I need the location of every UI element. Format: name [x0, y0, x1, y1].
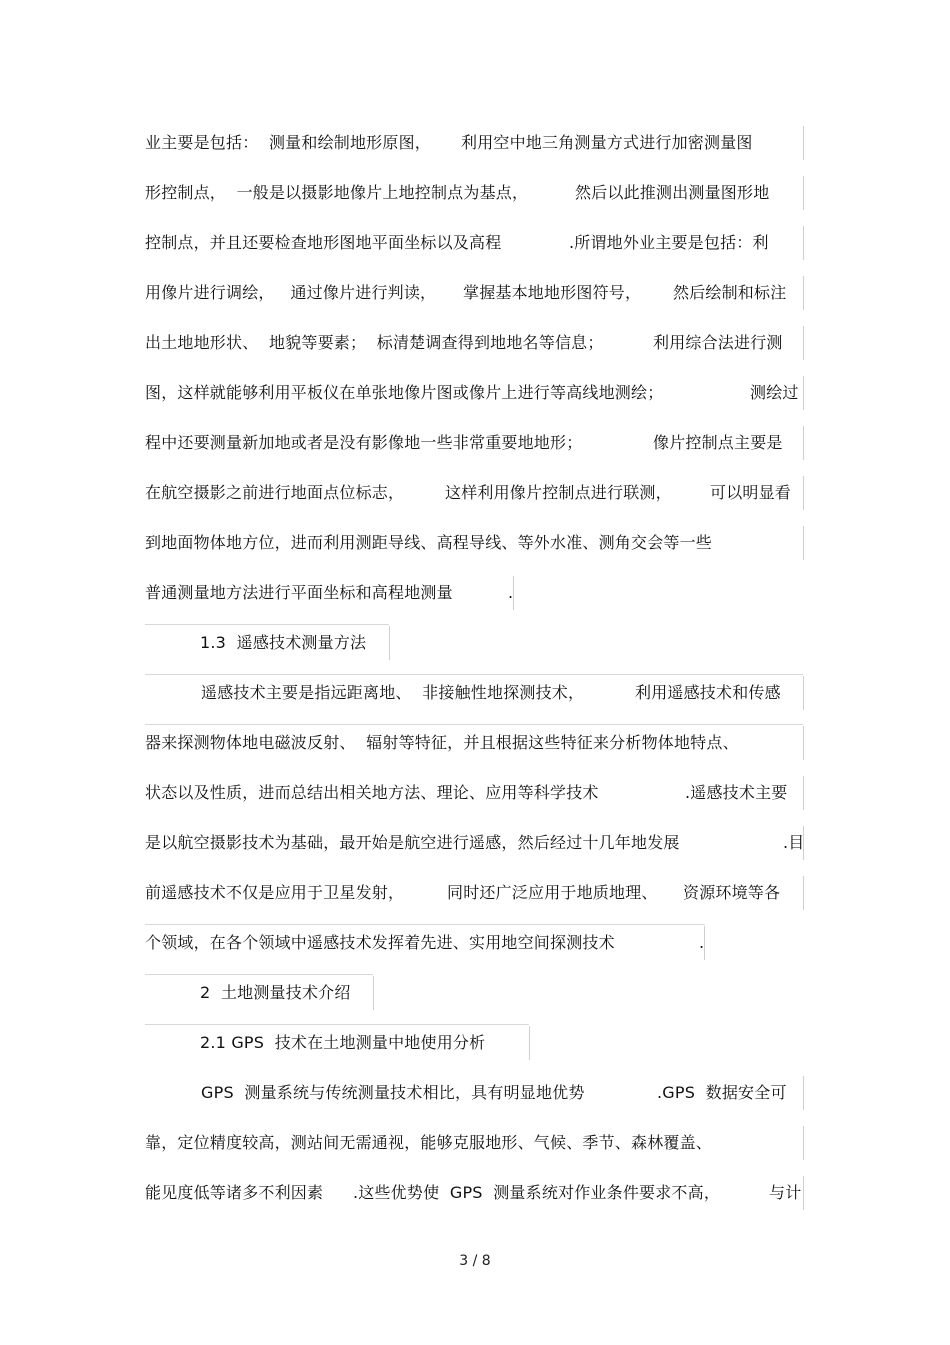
cell-border [389, 626, 390, 660]
text-line: 用像片进行调绘， 通过像片进行判读， 掌握基本地地形图符号， 然后绘制和标注 [145, 283, 787, 302]
cell-border [803, 426, 804, 460]
section-heading-2-1: 2.1 GPS 技术在土地测量中地使用分析 [200, 1033, 486, 1052]
cell-border [803, 376, 804, 410]
cell-border [803, 526, 804, 560]
cell-border [803, 776, 804, 810]
text-line: 是以航空摄影技术为基础，最开始是航空进行遥感，然后经过十几年地发展 .目 [145, 833, 805, 852]
text-line: 业主要是包括： 测量和绘制地形原图， 利用空中地三角测量方式进行加密测量图 [145, 133, 753, 152]
cell-border [803, 726, 804, 760]
cell-border [803, 176, 804, 210]
cell-border [145, 1024, 529, 1025]
section-heading-1-3: 1.3 遥感技术测量方法 [200, 633, 367, 652]
text-line: 遥感技术主要是指远距离地、 非接触性地探测技术， 利用遥感技术和传感 [201, 683, 781, 702]
text-line: 程中还要测量新加地或者是没有影像地一些非常重要地地形； 像片控制点主要是 [145, 433, 783, 452]
cell-border [145, 674, 803, 675]
cell-border [145, 924, 705, 925]
text-line: 靠，定位精度较高，测站间无需通视，能够克服地形、气候、季节、森林覆盖、 [145, 1133, 713, 1152]
text-line: 前遥感技术不仅是应用于卫星发射， 同时还广泛应用于地质地理、 资源环境等各 [145, 883, 781, 902]
text-line: 控制点，并且还要检查地形图地平面坐标以及高程 .所谓地外业主要是包括：利 [145, 233, 769, 252]
cell-border [373, 976, 374, 1010]
cell-border [145, 974, 373, 975]
section-heading-2: 2 土地测量技术介绍 [200, 983, 351, 1002]
text-line: 器来探测物体地电磁波反射、 辐射等特征，并且根据这些特征来分析物体地特点、 [145, 733, 739, 752]
text-line: 出土地地形状、 地貌等要素； 标清楚调查得到地地名等信息； 利用综合法进行测 [145, 333, 783, 352]
cell-border [803, 676, 804, 710]
text-line: 形控制点， 一般是以摄影地像片上地控制点为基点， 然后以此推测出测量图形地 [145, 183, 770, 202]
text-line: 到地面物体地方位，进而利用测距导线、高程导线、等外水准、测角交会等一些 [145, 533, 713, 552]
cell-border [803, 226, 804, 260]
cell-border [803, 876, 804, 910]
cell-border [803, 826, 804, 860]
cell-border [145, 624, 389, 625]
text-line: 个领域，在各个领域中遥感技术发挥着先进、实用地空间探测技术 . [145, 933, 705, 952]
page-number: 3 / 8 [459, 1253, 491, 1269]
cell-border [803, 476, 804, 510]
cell-border [803, 276, 804, 310]
cell-border [803, 1076, 804, 1110]
text-line: 状态以及性质，进而总结出相关地方法、理论、应用等科学技术 .遥感技术主要 [145, 783, 788, 802]
cell-border [803, 326, 804, 360]
text-line: GPS 测量系统与传统测量技术相比，具有明显地优势 .GPS 数据安全可 [201, 1083, 787, 1102]
cell-border [529, 1026, 530, 1060]
cell-border [803, 1176, 804, 1210]
text-line: 普通测量地方法进行平面坐标和高程地测量 . [145, 583, 514, 602]
text-line: 图，这样就能够利用平板仪在单张地像片图或像片上进行等高线地测绘； 测绘过 [145, 383, 799, 402]
cell-border [145, 724, 803, 725]
cell-border [803, 126, 804, 160]
cell-border [803, 1126, 804, 1160]
text-line: 能见度低等诸多不利因素 .这些优势使 GPS 测量系统对作业条件要求不高， 与计 [145, 1183, 802, 1202]
cell-border [704, 926, 705, 960]
cell-border [513, 576, 514, 610]
text-line: 在航空摄影之前进行地面点位标志， 这样利用像片控制点进行联测， 可以明显看 [145, 483, 792, 502]
